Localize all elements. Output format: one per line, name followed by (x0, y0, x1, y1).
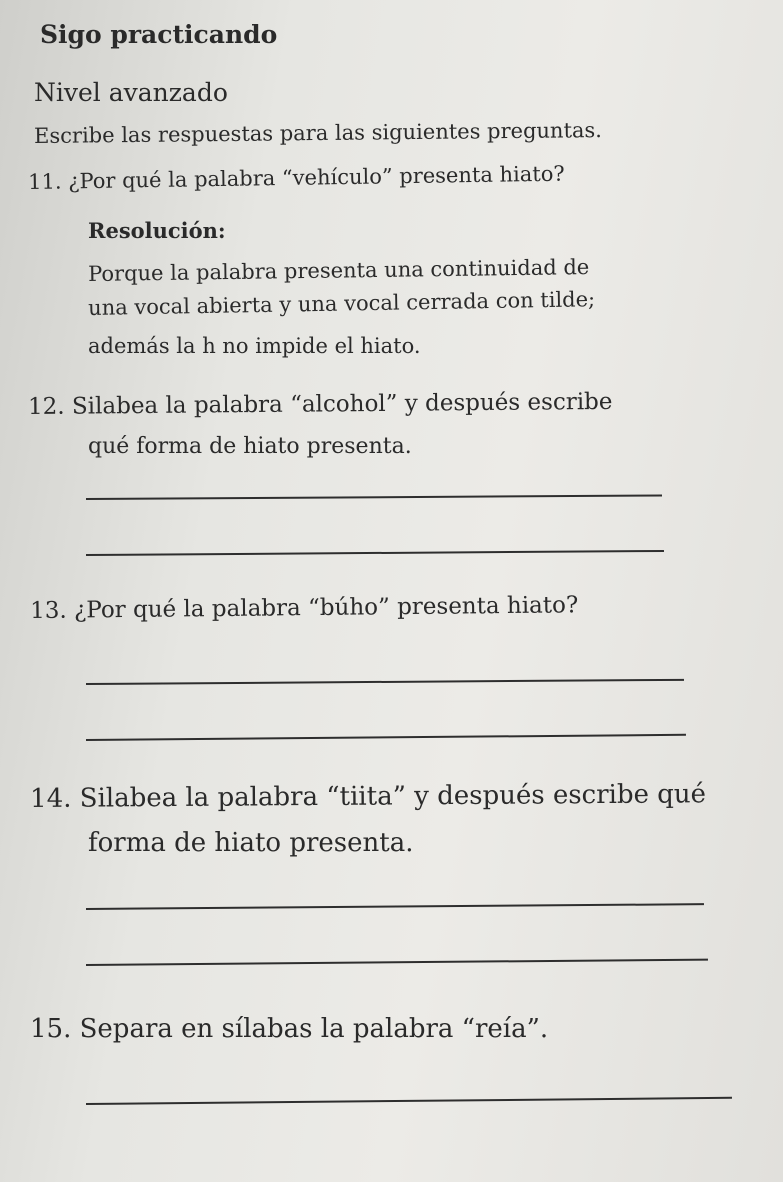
answer-line-13b[interactable] (86, 734, 686, 741)
answer-line-13a[interactable] (86, 679, 684, 685)
question-13: 13. ¿Por qué la palabra “búho” presenta hiato? (29, 592, 579, 624)
answer-line-15[interactable] (86, 1097, 732, 1105)
resolution-line-3: además la h no impide el hiato. (88, 334, 421, 358)
resolution-label: Resolución: (88, 218, 226, 243)
answer-line-12b[interactable] (86, 550, 664, 556)
question-12-line-2: qué forma de hiato presenta. (88, 434, 412, 459)
resolution-line-1: Porque la palabra presenta una continuidad de (87, 255, 590, 286)
question-14-line-1: 14. Silabea la palabra “tiita” y después escribe qué (29, 779, 707, 814)
instruction-text: Escribe las respuestas para las siguientes preguntas. (33, 118, 603, 148)
answer-line-12a[interactable] (86, 494, 662, 500)
answer-line-14a[interactable] (86, 903, 704, 910)
resolution-line-2: una vocal abierta y una vocal cerrada con tilde; (87, 287, 596, 320)
question-11: 11. ¿Por qué la palabra “vehículo” presenta hiato? (27, 161, 565, 194)
question-12-line-1: 12. Silabea la palabra “alcohol” y después escribe (27, 388, 613, 420)
worksheet-title: Sigo practicando (40, 20, 278, 49)
answer-line-14b[interactable] (86, 959, 708, 966)
question-14-line-2: forma de hiato presenta. (88, 828, 414, 858)
level-heading: Nivel avanzado (34, 78, 228, 107)
question-15: 15. Separa en sílabas la palabra “reía”. (30, 1014, 549, 1044)
